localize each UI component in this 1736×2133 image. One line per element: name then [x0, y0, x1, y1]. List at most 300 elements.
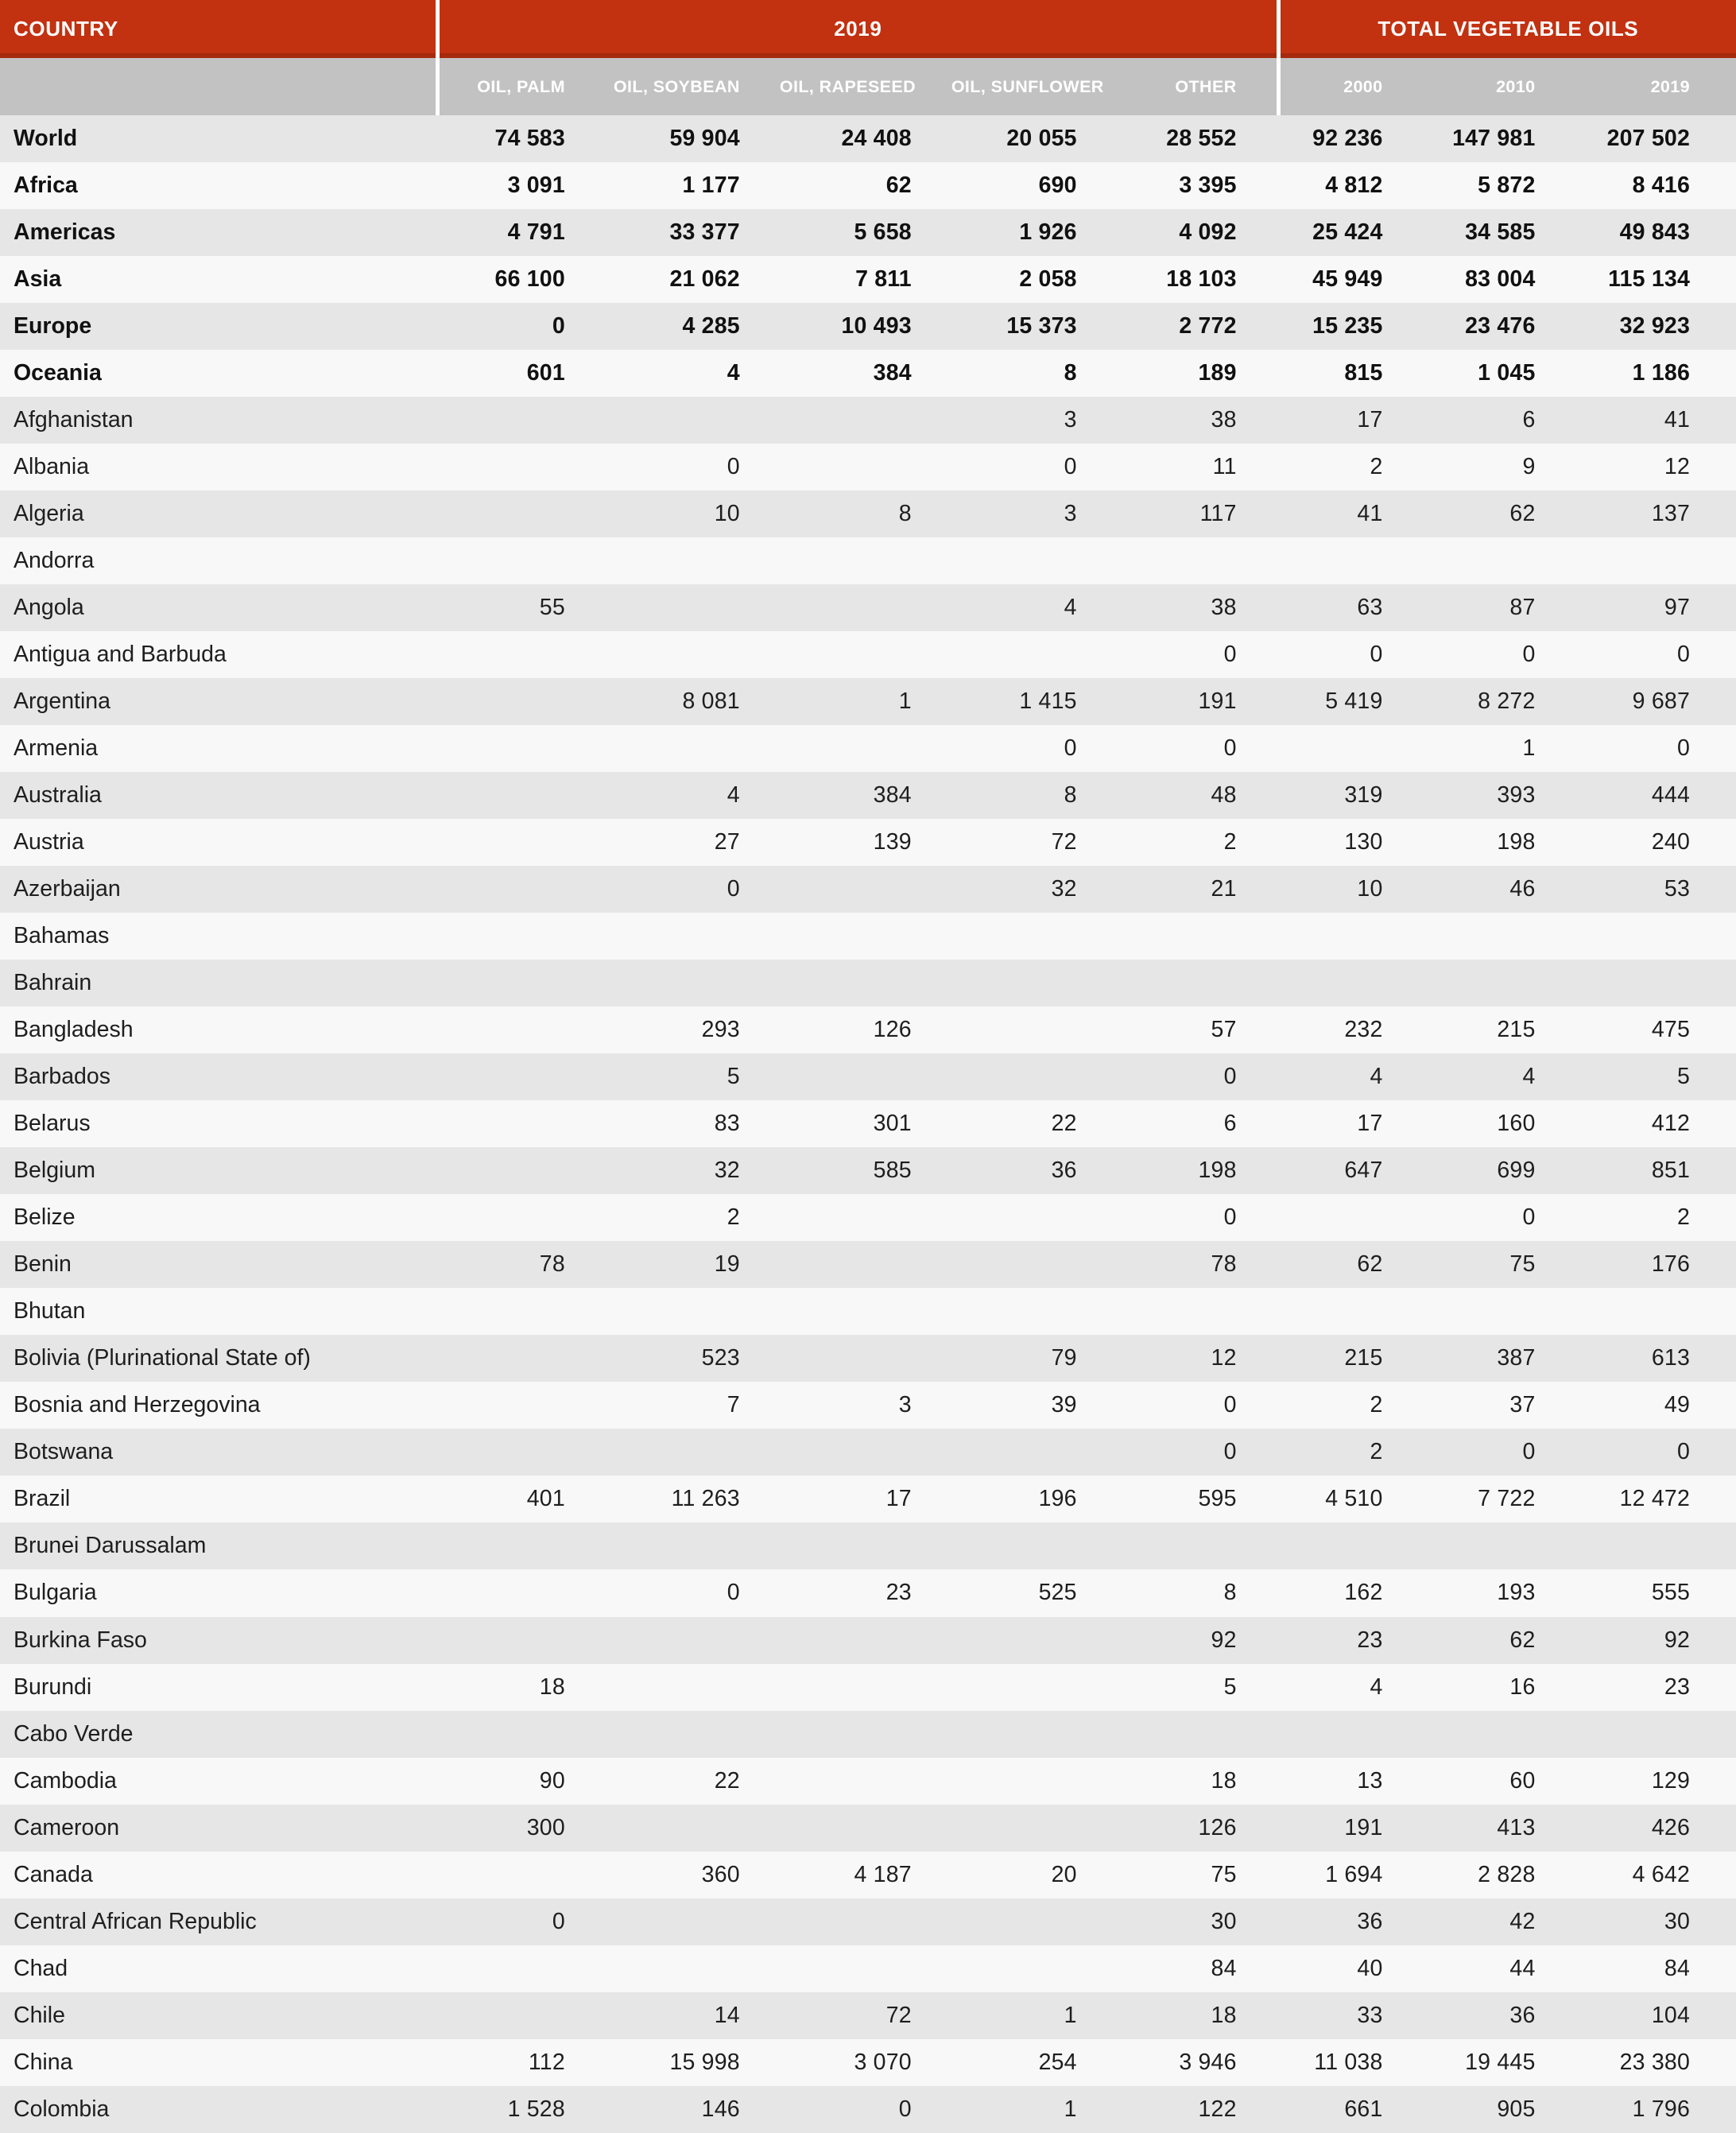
table-row [0, 1053, 1736, 1100]
cell-oil-palm: 601 [436, 350, 605, 397]
cell-oil-sunflower: 196 [951, 1476, 1117, 1522]
table-row [0, 1992, 1736, 2039]
cell-oil-soybean: 22 [605, 1758, 780, 1805]
cell-total-2019: 613 [1575, 1335, 1736, 1382]
cell-total-2000 [1277, 1522, 1423, 1569]
cell-oil-rapeseed: 5 658 [780, 209, 951, 256]
cell-total-2019: 115 134 [1575, 256, 1736, 303]
column-header-oil-sunflower: OIL, SUNFLOWER [951, 58, 1117, 115]
header-group-row [0, 0, 1736, 58]
cell-oil-sunflower: 20 055 [951, 115, 1117, 162]
cell-oil-palm [436, 1006, 605, 1053]
cell-total-2000: 23 [1277, 1617, 1423, 1664]
cell-total-2019: 1 796 [1575, 2086, 1736, 2133]
cell-total-2000: 92 236 [1277, 115, 1423, 162]
cell-total-2019: 137 [1575, 491, 1736, 537]
cell-oil-soybean: 0 [605, 444, 780, 491]
cell-oil-rapeseed [780, 1335, 951, 1382]
cell-total-2000: 15 235 [1277, 303, 1423, 350]
cell-total-2000 [1277, 913, 1423, 960]
cell-oil-sunflower: 0 [951, 444, 1117, 491]
cell-oil-soybean: 7 [605, 1382, 780, 1429]
cell-oil-rapeseed: 126 [780, 1006, 951, 1053]
cell-oil-soybean: 8 081 [605, 678, 780, 725]
column-header-2010: 2010 [1423, 58, 1575, 115]
country-name: Cameroon [0, 1805, 436, 1852]
cell-total-2019: 207 502 [1575, 115, 1736, 162]
cell-total-2000: 63 [1277, 584, 1423, 631]
cell-total-2000: 2 [1277, 444, 1423, 491]
cell-oil-palm: 55 [436, 584, 605, 631]
table-row [0, 678, 1736, 725]
cell-oil-palm [436, 1335, 605, 1382]
country-name: Africa [0, 162, 436, 209]
cell-oil-rapeseed [780, 584, 951, 631]
cell-oil-sunflower [951, 1805, 1117, 1852]
cell-total-2000: 40 [1277, 1945, 1423, 1992]
cell-oil-soybean [605, 631, 780, 678]
cell-total-2000: 191 [1277, 1805, 1423, 1852]
cell-total-2010: 1 [1423, 725, 1575, 772]
cell-total-2019: 8 416 [1575, 162, 1736, 209]
cell-oil-sunflower [951, 913, 1117, 960]
cell-total-2010: 193 [1423, 1569, 1575, 1616]
cell-oil-rapeseed: 384 [780, 350, 951, 397]
cell-oil-sunflower: 690 [951, 162, 1117, 209]
cell-total-2010: 8 272 [1423, 678, 1575, 725]
table-row [0, 631, 1736, 678]
country-name: Argentina [0, 678, 436, 725]
table-row [0, 1100, 1736, 1147]
cell-total-2000: 4 510 [1277, 1476, 1423, 1522]
cell-total-2010 [1423, 1522, 1575, 1569]
cell-total-2000: 5 419 [1277, 678, 1423, 725]
cell-oil-sunflower [951, 1711, 1117, 1758]
table-row [0, 960, 1736, 1006]
cell-oil-soybean [605, 584, 780, 631]
cell-total-2000: 661 [1277, 2086, 1423, 2133]
cell-oil-soybean: 32 [605, 1147, 780, 1194]
cell-total-2019: 49 843 [1575, 209, 1736, 256]
cell-oil-sunflower: 22 [951, 1100, 1117, 1147]
header-subcolumn-row [0, 58, 1736, 115]
cell-oil-palm [436, 960, 605, 1006]
country-name: Belgium [0, 1147, 436, 1194]
cell-oil-palm: 300 [436, 1805, 605, 1852]
country-name: Belarus [0, 1100, 436, 1147]
cell-oil-sunflower [951, 1053, 1117, 1100]
cell-total-2000: 17 [1277, 1100, 1423, 1147]
cell-total-2000: 2 [1277, 1429, 1423, 1476]
cell-oil-rapeseed: 3 [780, 1382, 951, 1429]
cell-total-2010: 198 [1423, 819, 1575, 866]
cell-total-2019: 9 687 [1575, 678, 1736, 725]
country-name: Europe [0, 303, 436, 350]
cell-oil-palm: 78 [436, 1241, 605, 1288]
cell-total-2000: 2 [1277, 1382, 1423, 1429]
cell-oil-palm: 90 [436, 1758, 605, 1805]
table-row [0, 1522, 1736, 1569]
cell-total-2019 [1575, 1711, 1736, 1758]
cell-total-2019 [1575, 1522, 1736, 1569]
cell-oil-soybean [605, 397, 780, 444]
cell-total-2010: 393 [1423, 772, 1575, 819]
cell-total-2019 [1575, 960, 1736, 1006]
country-name: Central African Republic [0, 1898, 436, 1945]
cell-oil-sunflower [951, 631, 1117, 678]
cell-oil-soybean [605, 1805, 780, 1852]
cell-oil-soybean: 0 [605, 1569, 780, 1616]
table-row [0, 397, 1736, 444]
cell-total-2010: 905 [1423, 2086, 1575, 2133]
cell-total-2010: 37 [1423, 1382, 1575, 1429]
table-row [0, 1805, 1736, 1852]
cell-oil-sunflower [951, 1945, 1117, 1992]
cell-oil-soybean: 2 [605, 1194, 780, 1241]
cell-other: 38 [1117, 397, 1277, 444]
country-name: Armenia [0, 725, 436, 772]
cell-oil-rapeseed: 24 408 [780, 115, 951, 162]
cell-oil-rapeseed: 3 070 [780, 2039, 951, 2086]
cell-total-2000: 11 038 [1277, 2039, 1423, 2086]
cell-oil-rapeseed: 0 [780, 2086, 951, 2133]
cell-other: 11 [1117, 444, 1277, 491]
cell-total-2000: 319 [1277, 772, 1423, 819]
cell-oil-sunflower: 39 [951, 1382, 1117, 1429]
cell-oil-sunflower: 4 [951, 584, 1117, 631]
cell-total-2019: 41 [1575, 397, 1736, 444]
cell-other: 0 [1117, 1382, 1277, 1429]
cell-oil-palm: 0 [436, 1898, 605, 1945]
country-name: Bosnia and Herzegovina [0, 1382, 436, 1429]
cell-other: 4 092 [1117, 209, 1277, 256]
country-name: China [0, 2039, 436, 2086]
cell-oil-sunflower [951, 1194, 1117, 1241]
cell-total-2010: 0 [1423, 1429, 1575, 1476]
cell-total-2019 [1575, 537, 1736, 584]
cell-oil-sunflower: 3 [951, 491, 1117, 537]
cell-oil-soybean: 1 177 [605, 162, 780, 209]
cell-oil-palm [436, 631, 605, 678]
table-row [0, 866, 1736, 913]
cell-oil-soybean [605, 1429, 780, 1476]
cell-oil-rapeseed [780, 1898, 951, 1945]
cell-other [1117, 1522, 1277, 1569]
cell-total-2000: 41 [1277, 491, 1423, 537]
cell-oil-rapeseed [780, 913, 951, 960]
cell-total-2000: 232 [1277, 1006, 1423, 1053]
cell-total-2010: 413 [1423, 1805, 1575, 1852]
cell-oil-palm [436, 678, 605, 725]
cell-total-2000: 25 424 [1277, 209, 1423, 256]
country-name: Chad [0, 1945, 436, 1992]
cell-total-2010: 34 585 [1423, 209, 1575, 256]
cell-total-2000: 45 949 [1277, 256, 1423, 303]
cell-total-2000: 13 [1277, 1758, 1423, 1805]
cell-oil-sunflower: 8 [951, 350, 1117, 397]
table-row [0, 2086, 1736, 2133]
cell-oil-sunflower [951, 960, 1117, 1006]
cell-total-2019: 5 [1575, 1053, 1736, 1100]
cell-total-2000: 4 [1277, 1053, 1423, 1100]
cell-total-2019: 30 [1575, 1898, 1736, 1945]
cell-oil-soybean: 4 [605, 350, 780, 397]
cell-oil-palm: 4 791 [436, 209, 605, 256]
cell-total-2010: 83 004 [1423, 256, 1575, 303]
cell-oil-rapeseed [780, 1053, 951, 1100]
table-row [0, 1476, 1736, 1522]
table-row [0, 1288, 1736, 1335]
cell-other: 117 [1117, 491, 1277, 537]
cell-other: 8 [1117, 1569, 1277, 1616]
country-name: Antigua and Barbuda [0, 631, 436, 678]
cell-oil-palm [436, 1711, 605, 1758]
cell-oil-soybean: 293 [605, 1006, 780, 1053]
cell-oil-soybean: 21 062 [605, 256, 780, 303]
cell-other: 5 [1117, 1664, 1277, 1711]
cell-total-2010: 60 [1423, 1758, 1575, 1805]
cell-oil-palm [436, 537, 605, 584]
cell-oil-rapeseed: 139 [780, 819, 951, 866]
cell-oil-soybean: 33 377 [605, 209, 780, 256]
table-row [0, 162, 1736, 209]
column-header-oil-rapeseed: OIL, RAPESEED [780, 58, 951, 115]
country-name: Oceania [0, 350, 436, 397]
cell-total-2010: 2 828 [1423, 1852, 1575, 1898]
cell-oil-sunflower [951, 1664, 1117, 1711]
table-row [0, 1617, 1736, 1664]
cell-oil-soybean [605, 960, 780, 1006]
cell-other: 126 [1117, 1805, 1277, 1852]
country-name: Bulgaria [0, 1569, 436, 1616]
cell-oil-soybean: 360 [605, 1852, 780, 1898]
country-name: Bolivia (Plurinational State of) [0, 1335, 436, 1382]
column-header-oil-soybean: OIL, SOYBEAN [605, 58, 780, 115]
table-header [0, 0, 1736, 115]
column-header-oil-palm: OIL, PALM [436, 58, 605, 115]
table-row [0, 772, 1736, 819]
cell-oil-palm [436, 1429, 605, 1476]
cell-total-2019: 475 [1575, 1006, 1736, 1053]
cell-other: 84 [1117, 1945, 1277, 1992]
table-row [0, 1006, 1736, 1053]
cell-oil-soybean [605, 1288, 780, 1335]
cell-total-2019: 84 [1575, 1945, 1736, 1992]
cell-total-2010: 42 [1423, 1898, 1575, 1945]
cell-other: 595 [1117, 1476, 1277, 1522]
table-row [0, 2039, 1736, 2086]
cell-total-2019: 104 [1575, 1992, 1736, 2039]
country-name: Albania [0, 444, 436, 491]
cell-total-2010 [1423, 1288, 1575, 1335]
cell-oil-palm [436, 913, 605, 960]
cell-total-2019: 32 923 [1575, 303, 1736, 350]
cell-other: 3 395 [1117, 162, 1277, 209]
cell-other: 6 [1117, 1100, 1277, 1147]
cell-total-2010: 75 [1423, 1241, 1575, 1288]
cell-oil-palm: 18 [436, 1664, 605, 1711]
table-row [0, 1569, 1736, 1616]
table-row [0, 1194, 1736, 1241]
country-name: Barbados [0, 1053, 436, 1100]
cell-oil-soybean [605, 1898, 780, 1945]
cell-oil-palm [436, 1100, 605, 1147]
cell-oil-rapeseed: 23 [780, 1569, 951, 1616]
cell-total-2019: 444 [1575, 772, 1736, 819]
cell-other: 30 [1117, 1898, 1277, 1945]
cell-other: 2 [1117, 819, 1277, 866]
cell-oil-soybean [605, 725, 780, 772]
table-row [0, 303, 1736, 350]
country-name: Chile [0, 1992, 436, 2039]
cell-oil-rapeseed: 1 [780, 678, 951, 725]
column-header-2019: 2019 [1575, 58, 1736, 115]
cell-oil-soybean: 10 [605, 491, 780, 537]
table-row [0, 584, 1736, 631]
column-header-other: OTHER [1117, 58, 1277, 115]
cell-other [1117, 1711, 1277, 1758]
cell-oil-sunflower [951, 1617, 1117, 1664]
cell-oil-palm [436, 1617, 605, 1664]
cell-oil-palm: 1 528 [436, 2086, 605, 2133]
cell-total-2010: 46 [1423, 866, 1575, 913]
table-row [0, 491, 1736, 537]
cell-other: 0 [1117, 631, 1277, 678]
cell-oil-palm [436, 1522, 605, 1569]
cell-other: 18 [1117, 1758, 1277, 1805]
cell-oil-palm [436, 1194, 605, 1241]
cell-total-2010: 5 872 [1423, 162, 1575, 209]
cell-oil-palm [436, 1147, 605, 1194]
country-name: Burkina Faso [0, 1617, 436, 1664]
cell-oil-rapeseed [780, 1241, 951, 1288]
country-name: Cambodia [0, 1758, 436, 1805]
cell-oil-rapeseed: 10 493 [780, 303, 951, 350]
country-name: Bahrain [0, 960, 436, 1006]
cell-oil-palm [436, 444, 605, 491]
cell-oil-sunflower [951, 1429, 1117, 1476]
table-row [0, 115, 1736, 162]
country-name: Bhutan [0, 1288, 436, 1335]
cell-total-2019: 23 380 [1575, 2039, 1736, 2086]
cell-total-2010: 19 445 [1423, 2039, 1575, 2086]
group-header-total-vegetable-oils: TOTAL VEGETABLE OILS [1277, 0, 1736, 58]
cell-oil-palm [436, 772, 605, 819]
cell-oil-palm [436, 819, 605, 866]
cell-total-2019: 12 [1575, 444, 1736, 491]
country-name: Botswana [0, 1429, 436, 1476]
cell-total-2019: 92 [1575, 1617, 1736, 1664]
cell-total-2000 [1277, 725, 1423, 772]
cell-total-2010: 6 [1423, 397, 1575, 444]
cell-total-2010: 16 [1423, 1664, 1575, 1711]
group-header-2019: 2019 [436, 0, 1277, 58]
cell-total-2010: 215 [1423, 1006, 1575, 1053]
cell-oil-soybean: 59 904 [605, 115, 780, 162]
country-name: Brazil [0, 1476, 436, 1522]
cell-other: 75 [1117, 1852, 1277, 1898]
country-name: Belize [0, 1194, 436, 1241]
cell-oil-rapeseed: 4 187 [780, 1852, 951, 1898]
cell-other: 0 [1117, 1194, 1277, 1241]
cell-total-2000 [1277, 1711, 1423, 1758]
cell-total-2010: 1 045 [1423, 350, 1575, 397]
cell-total-2019: 0 [1575, 631, 1736, 678]
cell-total-2000: 647 [1277, 1147, 1423, 1194]
cell-oil-soybean: 0 [605, 866, 780, 913]
country-column-header: COUNTRY [0, 0, 436, 58]
cell-oil-rapeseed [780, 1664, 951, 1711]
cell-total-2019: 12 472 [1575, 1476, 1736, 1522]
country-name: Bahamas [0, 913, 436, 960]
cell-oil-rapeseed: 72 [780, 1992, 951, 2039]
cell-other: 189 [1117, 350, 1277, 397]
cell-other: 48 [1117, 772, 1277, 819]
cell-oil-sunflower: 36 [951, 1147, 1117, 1194]
cell-oil-sunflower: 32 [951, 866, 1117, 913]
cell-total-2019 [1575, 913, 1736, 960]
cell-oil-rapeseed [780, 444, 951, 491]
cell-total-2000: 162 [1277, 1569, 1423, 1616]
cell-oil-palm: 112 [436, 2039, 605, 2086]
cell-other: 0 [1117, 1053, 1277, 1100]
cell-oil-rapeseed [780, 631, 951, 678]
cell-total-2019: 49 [1575, 1382, 1736, 1429]
cell-oil-palm [436, 491, 605, 537]
cell-oil-soybean [605, 913, 780, 960]
table-row [0, 725, 1736, 772]
cell-oil-palm: 401 [436, 1476, 605, 1522]
table-row [0, 1898, 1736, 1945]
cell-oil-soybean [605, 1522, 780, 1569]
cell-total-2000: 130 [1277, 819, 1423, 866]
cell-oil-sunflower: 79 [951, 1335, 1117, 1382]
cell-other: 0 [1117, 1429, 1277, 1476]
cell-other: 12 [1117, 1335, 1277, 1382]
cell-oil-sunflower [951, 1288, 1117, 1335]
cell-total-2000: 1 694 [1277, 1852, 1423, 1898]
cell-total-2019: 851 [1575, 1147, 1736, 1194]
country-name: Colombia [0, 2086, 436, 2133]
cell-oil-rapeseed [780, 1805, 951, 1852]
cell-total-2019: 97 [1575, 584, 1736, 631]
cell-oil-soybean: 83 [605, 1100, 780, 1147]
cell-other: 18 103 [1117, 256, 1277, 303]
cell-total-2000: 0 [1277, 631, 1423, 678]
cell-oil-rapeseed [780, 1711, 951, 1758]
cell-oil-palm [436, 397, 605, 444]
cell-oil-rapeseed: 7 811 [780, 256, 951, 303]
country-name: Brunei Darussalam [0, 1522, 436, 1569]
cell-other: 18 [1117, 1992, 1277, 2039]
cell-oil-rapeseed [780, 1617, 951, 1664]
table-row [0, 537, 1736, 584]
cell-total-2019: 426 [1575, 1805, 1736, 1852]
cell-total-2000: 36 [1277, 1898, 1423, 1945]
cell-oil-rapeseed [780, 1945, 951, 1992]
column-header-2000: 2000 [1277, 58, 1423, 115]
cell-oil-rapeseed: 384 [780, 772, 951, 819]
cell-oil-soybean: 146 [605, 2086, 780, 2133]
cell-total-2010: 23 476 [1423, 303, 1575, 350]
table-row [0, 256, 1736, 303]
cell-other: 21 [1117, 866, 1277, 913]
cell-other [1117, 1288, 1277, 1335]
table-row [0, 1147, 1736, 1194]
cell-total-2019: 4 642 [1575, 1852, 1736, 1898]
cell-other: 28 552 [1117, 115, 1277, 162]
cell-oil-sunflower [951, 1522, 1117, 1569]
